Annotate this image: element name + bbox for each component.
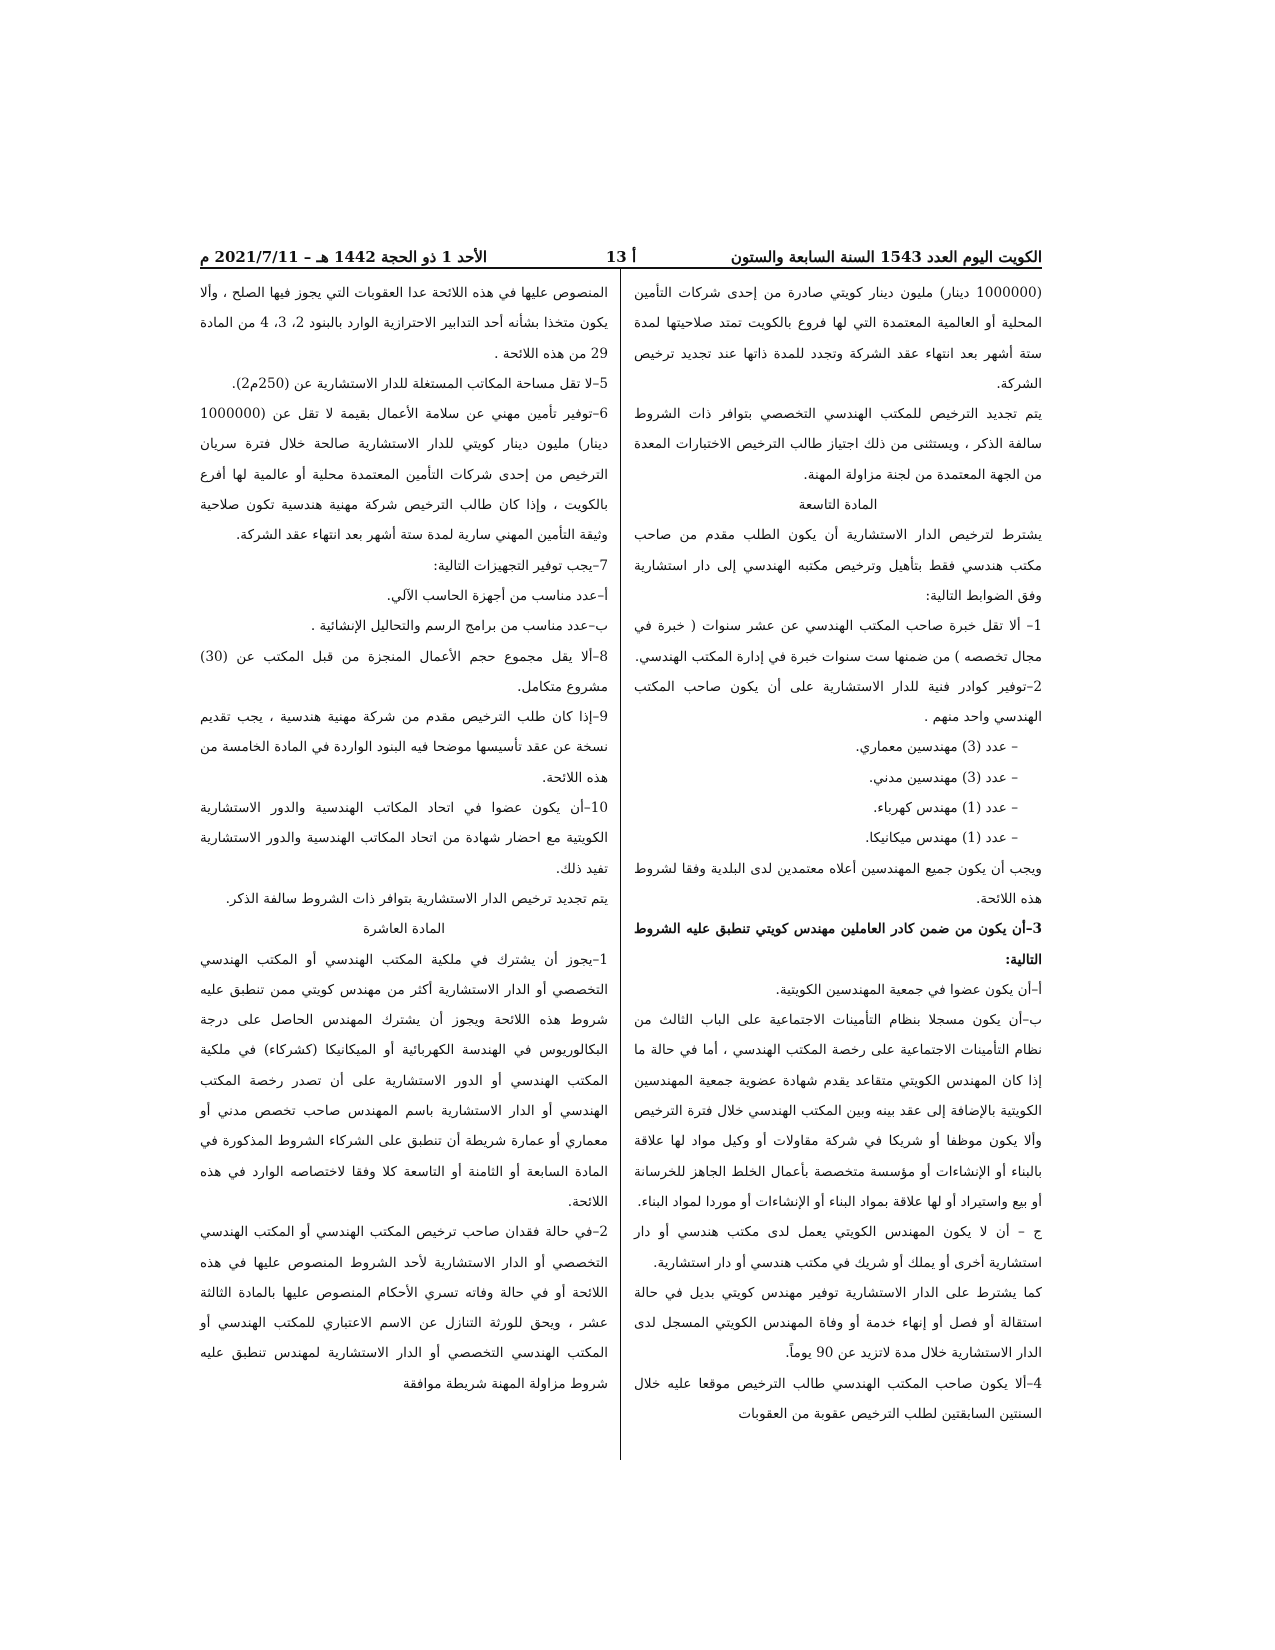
paragraph: كما يشترط على الدار الاستشارية توفير مهندس كويتي بديل في حالة استقالة أو فصل أو إنهاء خدمة أو وفاة المهندس الكويتي المسجل لدى الدار الاستشارية خلال مدة لاتزيد عن 90 يوماً. (634, 1284, 1042, 1362)
paragraph: ويجب أن يكون جميع المهندسين أعلاه معتمدين لدى البلدية وفقا لشروط هذه اللائحة. (634, 860, 1042, 907)
paragraph: 10–أن يكون عضوا في اتحاد المكاتب الهندسية والدور الاستشارية الكويتية مع احضار شهادة من اتحاد المكاتب الهندسية والدور الاستشارية تفيد ذلك. (200, 800, 608, 877)
paragraph: ب–عدد مناسب من برامج الرسم والتحاليل الإنشائية . (310, 618, 608, 635)
paragraph: 6–توفير تأمين مهني عن سلامة الأعمال بقيمة لا تقل عن (1000000 دينار) مليون دينار كويتي للدار الاستشارية صالحة خلال فترة سريان الترخيص من إحدى شركات التأمين المعتمدة محلية أو عالمية لها أفرع بالكويت ، وإذا كان طالب الترخيص شركة مهنية هندسية تكون صلاحية وثيقة التأمين المهني سارية لمدة ستة أشهر بعد انتهاء عقد الشركة. (200, 406, 608, 544)
paragraph: ج – أن لا يكون المهندس الكويتي يعمل لدى مكتب هندسي أو دار استشارية أخرى أو يملك أو شريك في مكتب هندسي أو دار استشارية. (634, 1224, 1042, 1271)
paragraph: أ–عدد مناسب من أجهزة الحاسب الآلي. (386, 587, 608, 604)
list-item: – عدد (3) مهندسين معماري. (855, 739, 1018, 756)
article-heading: المادة التاسعة (798, 497, 878, 514)
right-column (634, 278, 1042, 1429)
paragraph: 1– ألا تقل خبرة صاحب المكتب الهندسي عن عشر سنوات ( خبرة في مجال تخصصه ) من ضمنها ست سنوات خبرة في إدارة المكتب الهندسي. (634, 618, 1042, 665)
paragraph: المنصوص عليها في هذه اللائحة عدا العقوبات التي يجوز فيها الصلح ، وألا يكون متخذا بشأنه أحد التدابير الاحترازية الوارد بالبنود 2، 3، 4 من المادة 29 من هذه اللائحة . (200, 285, 608, 362)
column-divider (620, 267, 621, 1460)
page-number: أ 13 (605, 248, 637, 266)
paragraph: ب–أن يكون مسجلا بنظام التأمينات الاجتماعية على الباب الثالث من نظام التأمينات الاجتماعية على رخصة المكتب الهندسي ، أما في حالة ما إذا كان المهندس الكويتي متقاعد يقدم شهادة عضوية جمعية المهندسين الكويتية بالإضافة إلى عقد بينه وبين المكتب الهندسي خلال فترة الترخيص وألا يكون موظفا أو شريكا في شركة مقاولات أو وكيل مواد لها علاقة بالبناء أو الإنشاءات أو مؤسسة متخصصة بأعمال الخلط الجاهز للخرسانة أو بيع واستيراد أو لها علاقة بمواد البناء أو الإنشاءات أو موردا لمواد البناء. (634, 1012, 1042, 1210)
left-column (200, 278, 608, 1399)
paragraph: 1–يجوز أن يشترك في ملكية المكتب الهندسي أو المكتب الهندسي التخصصي أو الدار الاستشارية أكثر من مهندس كويتي ممن تنطبق عليه شروط هذه اللائحة ويجوز أن يشترك المهندس الحاصل على درجة البكالوريوس في الهندسة الكهربائية أو الميكانيكا (كشركاء) في ملكية المكتب الهندسي أو الدور الاستشارية على أن تصدر رخصة المكتب الهندسي أو الدار الاستشارية باسم المهندس صاحب تخصص مدني أو معماري أو عمارة شريطة أن تنطبق على الشركاء الشروط المذكورة في المادة السابعة أو الثامنة أو التاسعة كلا وفقا لاختصاصه الوارد في هذه اللائحة. (200, 951, 608, 1210)
paragraph: 8–ألا يقل مجموع حجم الأعمال المنجزة من قبل المكتب عن (30) مشروع متكامل. (200, 648, 608, 695)
paragraph: أ–أن يكون عضوا في جمعية المهندسين الكويتية. (775, 981, 1042, 998)
paragraph: (1000000 دينار) مليون دينار كويتي صادرة من إحدى شركات التأمين المحلية أو العالمية المعتمدة التي لها فروع بالكويت تمتد صلاحيتها لمدة ستة أشهر بعد انتهاء عقد الشركة وتجدد للمدة ذاتها عند تجديد ترخيص الشركة. (634, 285, 1042, 392)
article-heading: المادة العاشرة (362, 921, 446, 938)
issue-info: الكويت اليوم العدد 1543 السنة السابعة والستون (730, 248, 1042, 266)
page-header (200, 238, 1042, 266)
paragraph: 5–لا تقل مساحة المكاتب المستغلة للدار الاستشارية عن (250م2). (231, 375, 608, 392)
paragraph: يتم تجديد الترخيص للمكتب الهندسي التخصصي بتوافر ذات الشروط سالفة الذكر ، ويستثنى من ذلك اجتياز طالب الترخيص الاختبارات المعدة من الجهة المعتمدة من لجنة مزاولة المهنة. (634, 406, 1042, 483)
paragraph: 3–أن يكون من ضمن كادر العاملين مهندس كويتي تنطبق عليه الشروط التالية: (634, 921, 1042, 968)
paragraph: 7–يجب توفير التجهيزات التالية: (433, 557, 608, 574)
paragraph: يشترط لترخيص الدار الاستشارية أن يكون الطلب مقدم من صاحب مكتب هندسي فقط بتأهيل وترخيص مكتبه الهندسي إلى دار استشارية وفق الضوابط التالية: (634, 527, 1042, 604)
header-rule (200, 267, 1042, 269)
paragraph: يتم تجديد ترخيص الدار الاستشارية بتوافر ذات الشروط سالفة الذكر. (225, 890, 608, 907)
list-item: – عدد (1) مهندس ميكانيكا. (865, 830, 1018, 847)
paragraph: 2–في حالة فقدان صاحب ترخيص المكتب الهندسي أو المكتب الهندسي التخصصي أو الدار الاستشارية لأحد الشروط المنصوص عليها في هذه اللائحة أو في حالة وفاته تسري الأحكام المنصوص عليها بالمادة الثالثة عشر ، ويحق للورثة التنازل عن الاسم الاعتباري للمكتب الهندسي أو المكتب الهندسي التخصصي أو الدار الاستشارية لمهندس تنطبق عليه شروط مزاولة المهنة شريطة موافقة (200, 1224, 608, 1392)
list-item: – عدد (1) مهندس كهرباء. (873, 800, 1018, 817)
paragraph: 4–ألا يكون صاحب المكتب الهندسي طالب الترخيص موقعا عليه خلال السنتين السابقتين لطلب الترخيص عقوبة من العقوبات (634, 1375, 1042, 1422)
paragraph: 9–إذا كان طلب الترخيص مقدم من شركة مهنية هندسية ، يجب تقديم نسخة عن عقد تأسيسها موضحا فيه البنود الواردة في المادة الخامسة من هذه اللائحة. (200, 709, 608, 786)
paragraph: 2–توفير كوادر فنية للدار الاستشارية على أن يكون صاحب المكتب الهندسي واحد منهم . (634, 678, 1042, 726)
issue-date: الأحد 1 ذو الحجة 1442 هـ – 2021/7/11 م (200, 248, 488, 266)
gazette-page (200, 238, 1042, 1460)
list-item: – عدد (3) مهندسين مدني. (868, 769, 1018, 786)
